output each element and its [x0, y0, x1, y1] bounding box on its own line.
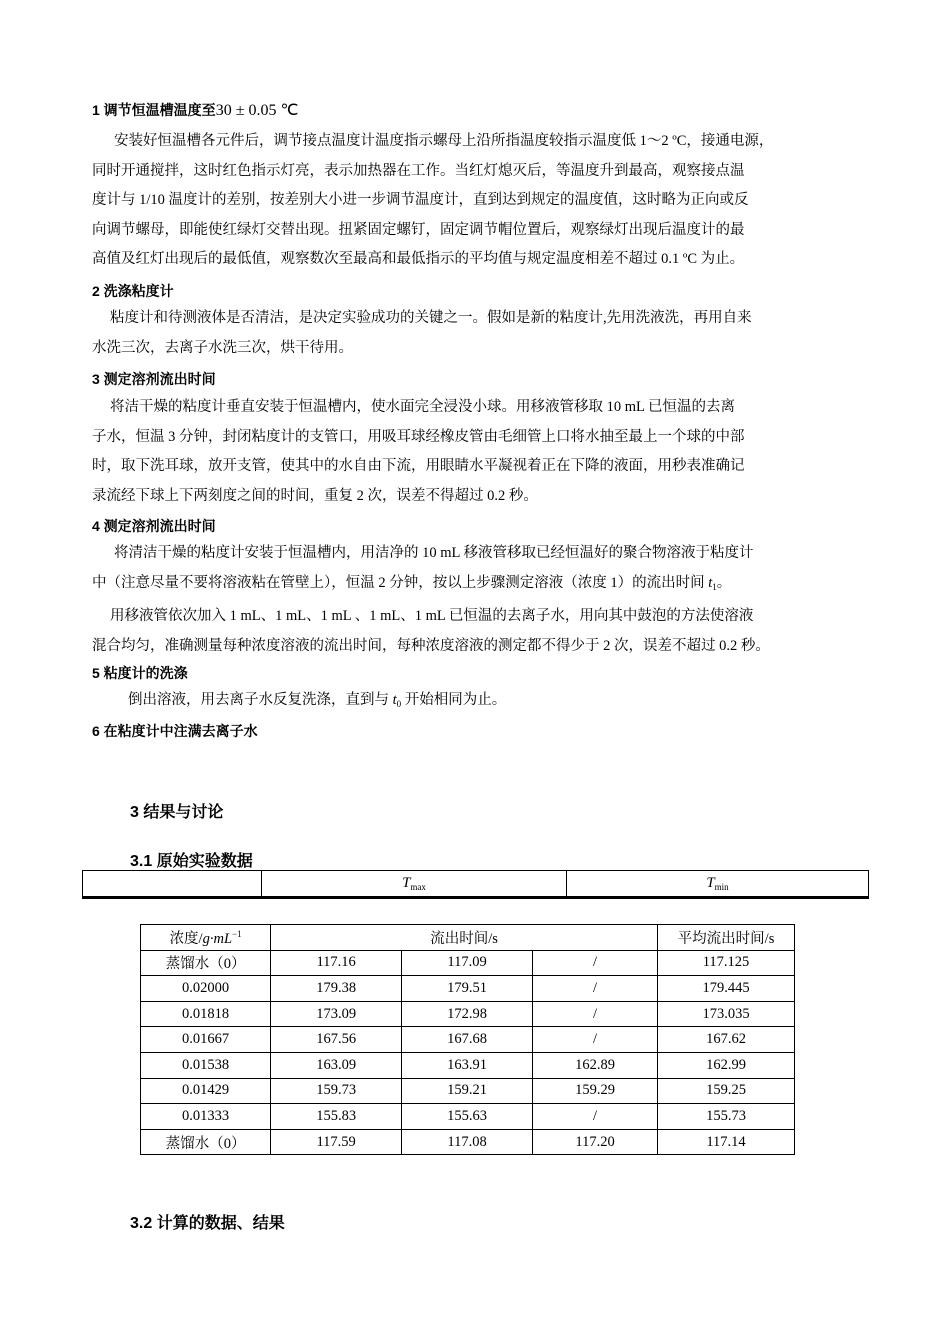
table-cell: 159.25 [658, 1078, 795, 1104]
table-cell: 179.38 [271, 976, 402, 1002]
section-4-body [92, 539, 864, 661]
header-flow-time: 流出时间/s [271, 925, 658, 951]
table-cell: 蒸馏水（0） [141, 1129, 271, 1155]
paragraph-text: 开始相同为止。 [401, 692, 507, 708]
table-row [141, 1104, 795, 1130]
paragraph-line: 同时开通搅拌，这时红色指示灯亮，表示加热器在工作。当红灯熄灭后，等温度升到最高，观察接点温 [92, 162, 745, 179]
table-cell: 179.445 [658, 976, 795, 1002]
table-cell: 162.89 [533, 1052, 658, 1078]
section-3-heading: 3 测定溶剂流出时间 [92, 371, 216, 387]
table-cell: 172.98 [402, 1001, 533, 1027]
section-5-heading: 5 粘度计的洗涤 [92, 665, 188, 681]
time-variable-subscript: 1 [712, 581, 717, 592]
section-6-heading: 6 在粘度计中注满去离子水 [92, 723, 258, 739]
table-cell: / [533, 950, 658, 976]
table-cell: 155.73 [658, 1104, 795, 1130]
table-row [141, 976, 795, 1002]
table-cell: 0.01818 [141, 1001, 271, 1027]
paragraph-line: 子水，恒温 3 分钟，封闭粘度计的支管口，用吸耳球经橡皮管由毛细管上口将水抽至最上一个球的中部 [92, 428, 745, 445]
table-cell: / [533, 976, 658, 1002]
table-cell: 117.125 [658, 950, 795, 976]
table-row [141, 1052, 795, 1078]
table-row [141, 1001, 795, 1027]
table-cell: 0.02000 [141, 976, 271, 1002]
section-1-heading [92, 100, 298, 120]
table-cell: 117.59 [271, 1129, 402, 1155]
table-cell: 117.09 [402, 950, 533, 976]
time-variable: t [708, 574, 713, 591]
table-row [141, 950, 795, 976]
table-cell: 155.63 [402, 1104, 533, 1130]
table-cell: 167.56 [271, 1027, 402, 1053]
t-min-variable: T [706, 875, 715, 891]
paragraph-text: 倒出溶液，用去离子水反复洗涤，直到与 [128, 692, 393, 708]
table-cell-empty [83, 871, 262, 898]
results-heading: 3 结果与讨论 [130, 804, 224, 821]
paragraph-text: 。 [716, 574, 732, 591]
t-max-min-table [82, 870, 869, 899]
section-2-heading: 2 洗涤粘度计 [92, 283, 174, 299]
table-row [141, 1129, 795, 1155]
paragraph-line: 混合均匀，准确测量每种浓度溶液的流出时间，每种浓度溶液的测定都不得少于 2 次，误差不超过 0.2 秒。 [92, 637, 770, 654]
table-cell: 117.14 [658, 1129, 795, 1155]
table-cell: 179.51 [402, 976, 533, 1002]
table-cell: / [533, 1027, 658, 1053]
table-cell: / [533, 1001, 658, 1027]
section-1-body [92, 127, 864, 275]
table-cell: 117.16 [271, 950, 402, 976]
paragraph-line: 高值及红灯出现后的最低值，观察数次至最高和最低指示的平均值与规定温度相差不超过 0.1 ºC 为止。 [92, 251, 745, 268]
flow-time-data-table [140, 924, 795, 1155]
table-cell: 173.09 [271, 1001, 402, 1027]
time-variable: t [392, 692, 397, 708]
table-cell: 155.83 [271, 1104, 402, 1130]
temperature-target: 30 ± 0.05 ℃ [215, 102, 299, 119]
header-text: 浓度/ [169, 930, 203, 947]
time-variable-subscript: 0 [396, 699, 402, 709]
table-cell: 159.73 [271, 1078, 402, 1104]
paragraph-line [92, 569, 864, 603]
t-min-subscript: min [714, 882, 729, 892]
table-cell: 167.62 [658, 1027, 795, 1053]
table-cell: 0.01333 [141, 1104, 271, 1130]
paragraph-line [128, 686, 828, 720]
table-cell: 蒸馏水（0） [141, 950, 271, 976]
header-concentration [141, 925, 271, 951]
table-cell: 162.99 [658, 1052, 795, 1078]
t-max-subscript: max [410, 882, 426, 892]
paragraph-line: 向调节螺母，即能使红绿灯交替出现。扭紧固定螺钉，固定调节帽位置后，观察绿灯出现后温度计的最 [92, 221, 745, 238]
table-row [141, 1027, 795, 1053]
table-row [141, 1078, 795, 1104]
paragraph-line: 安装好恒温槽各元件后，调节接点温度计温度指示螺母上沿所指温度较指示温度低 1～2 ºC，接通电源， [114, 133, 774, 149]
table-cell: 163.09 [271, 1052, 402, 1078]
table-cell: 163.91 [402, 1052, 533, 1078]
table-cell: 0.01538 [141, 1052, 271, 1078]
table-header-row [141, 925, 795, 951]
section-5-body [128, 686, 828, 720]
table-cell: 0.01667 [141, 1027, 271, 1053]
paragraph-line: 水洗三次，去离子水洗三次，烘干待用。 [92, 339, 353, 356]
paragraph-line: 粘度计和待测液体是否清洁，是决定实验成功的关键之一。假如是新的粘度计,先用洗液洗，再用自来 [110, 310, 752, 326]
paragraph-line: 用移液管依次加入 1 mL、1 mL、1 mL 、1 mL、1 mL 已恒温的去离子水，用向其中鼓泡的方法使溶液 [110, 608, 754, 625]
paragraph-line: 时，取下洗耳球，放开支管，使其中的水自由下流，用眼睛水平凝视着正在下降的液面，用秒表准确记 [92, 458, 745, 475]
paragraph-line: 录流经下球上下两刻度之间的时间，重复 2 次，误差不得超过 0.2 秒。 [92, 487, 538, 504]
table-cell: 167.68 [402, 1027, 533, 1053]
t-max-header [262, 871, 567, 898]
results-subheading-raw-data: 3.1 原始实验数据 [130, 853, 253, 870]
section-3-body [92, 393, 864, 511]
table-cell: 117.20 [533, 1129, 658, 1155]
table-cell: / [533, 1104, 658, 1130]
header-unit-exponent: −1 [232, 928, 242, 939]
section-1-heading-text: 1 调节恒温槽温度至 [92, 102, 216, 118]
results-subheading-calculated: 3.2 计算的数据、结果 [130, 1215, 285, 1232]
table-cell: 159.29 [533, 1078, 658, 1104]
section-2-body [92, 304, 864, 363]
paragraph-text: 中（注意尽量不要将溶液粘在管壁上），恒温 2 分钟，按以上步骤测定溶液（浓度 1）的流出时间 [92, 574, 709, 591]
paragraph-line: 度计与 1/10 温度计的差别，按差别大小进一步调节温度计，直到达到规定的温度值，这时略为正向或反 [92, 192, 749, 209]
table-cell: 159.21 [402, 1078, 533, 1104]
paragraph-line: 将洁干燥的粘度计垂直安装于恒温槽内，使水面完全浸没小球。用移液管移取 10 mL 已恒温的去离 [110, 399, 735, 415]
paragraph-line: 将清洁干燥的粘度计安装于恒温槽内，用洁净的 10 mL 移液管移取已经恒温好的聚合物溶液于粘度计 [114, 545, 754, 561]
table-cell: 117.08 [402, 1129, 533, 1155]
header-average-flow-time: 平均流出时间/s [658, 925, 795, 951]
table-cell: 173.035 [658, 1001, 795, 1027]
section-4-heading: 4 测定溶剂流出时间 [92, 518, 216, 534]
t-min-header [567, 871, 869, 898]
header-unit: g·mL [202, 930, 233, 947]
table-cell: 0.01429 [141, 1078, 271, 1104]
t-max-variable: T [402, 875, 411, 891]
